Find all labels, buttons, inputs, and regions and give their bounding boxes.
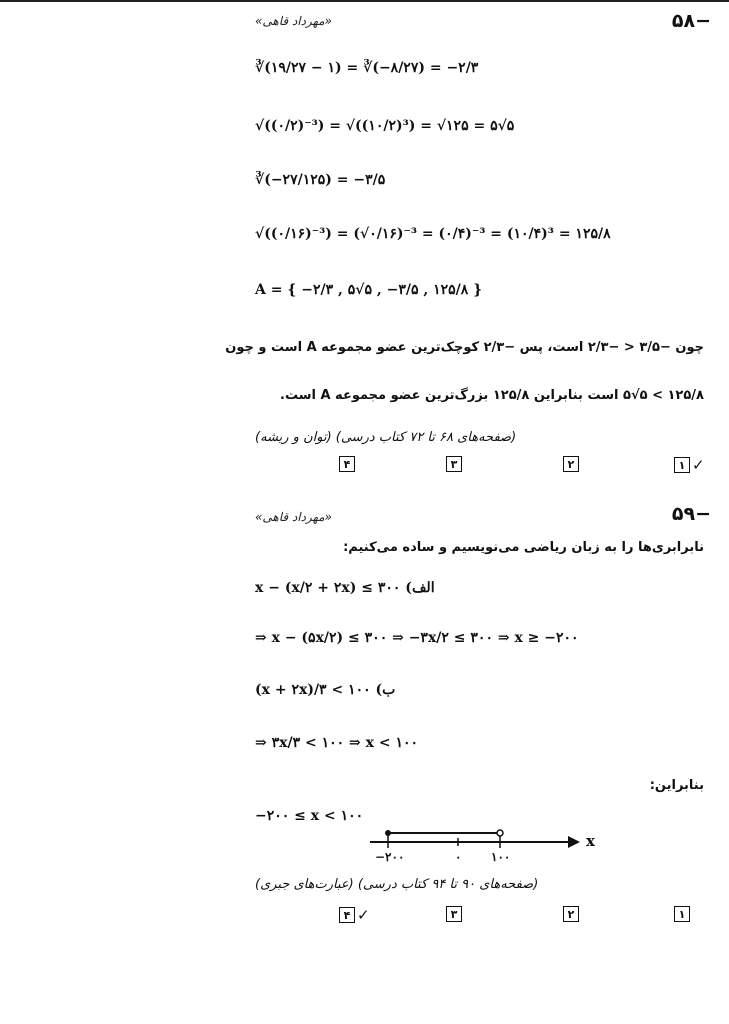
number-line	[370, 828, 600, 872]
option-box: ۴	[339, 907, 355, 923]
q59-line-2: ⇒ x − (۵x/۲) ≤ ۳۰۰ ⇒ −۳x/۲ ≤ ۳۰۰ ⇒ x ≥ −۲۰۰	[255, 630, 579, 646]
option-box: ۱	[674, 457, 690, 473]
option-box: ۱	[674, 906, 690, 922]
q58-option-4[interactable]	[339, 456, 355, 472]
q59-line-3: (x + ۲x)/۳ < ۱۰۰ (ب	[255, 682, 396, 698]
q59-option-1[interactable]	[674, 906, 690, 922]
q58-option-1[interactable]	[674, 456, 705, 474]
check-icon: ✓	[692, 456, 705, 474]
option-box: ۴	[339, 456, 355, 472]
top-rule	[0, 0, 729, 2]
q59-option-4[interactable]	[339, 906, 370, 924]
tick-label-100: ۱۰۰	[491, 850, 511, 864]
q58-source: (صفحه‌های ۶۸ تا ۷۲ کتاب درسی) (توان و ریشه)	[255, 430, 517, 445]
q58-option-2[interactable]	[563, 456, 579, 472]
q58-line-2: √((۰/۲)⁻³) = √((۱۰/۲)³) = √۱۲۵ = ۵√۵	[255, 118, 515, 134]
q58-explanation-2: ۱۲۵/۸ > ۵√۵ است بنابراین ۱۲۵/۸ بزرگ‌ترین عضو مجموعه A است.	[280, 388, 704, 403]
tick-label-minus-200: −۲۰۰	[375, 850, 405, 864]
q58-explanation-1: چون −۳/۵ < −۲/۳ است، پس −۲/۳ کوچک‌ترین عضو مجموعه A است و چون	[225, 340, 704, 355]
q59-option-3[interactable]	[446, 906, 462, 922]
axis-label-x: x	[586, 832, 595, 850]
q58-set-A: A = { −۲/۳ , ۵√۵ , −۳/۵ , ۱۲۵/۸ }	[255, 282, 483, 298]
tick-label-zero: ۰	[455, 850, 462, 864]
q59-line-4: ⇒ ۳x/۳ < ۱۰۰ ⇒ x < ۱۰۰	[255, 735, 419, 751]
axis-arrow-icon	[568, 836, 580, 848]
q59-option-2[interactable]	[563, 906, 579, 922]
question-59-author: «مهرداد قاهی»	[255, 510, 332, 524]
q59-source: (صفحه‌های ۹۰ تا ۹۴ کتاب درسی) (عبارت‌های جبری)	[255, 877, 539, 892]
q59-line-1: x − (x/۲ + ۲x) ≤ ۳۰۰ (الف	[255, 580, 435, 596]
q59-therefore: بنابراین:	[649, 778, 704, 793]
question-59-number: −۵۹	[671, 503, 711, 525]
q59-result: −۲۰۰ ≤ x < ۱۰۰	[255, 808, 364, 824]
option-box: ۳	[446, 906, 462, 922]
closed-endpoint	[385, 830, 391, 836]
option-box: ۲	[563, 456, 579, 472]
q58-option-3[interactable]	[446, 456, 462, 472]
option-box: ۲	[563, 906, 579, 922]
question-58-author: «مهرداد قاهی»	[255, 14, 332, 28]
open-endpoint	[497, 830, 503, 836]
option-box: ۳	[446, 456, 462, 472]
q58-line-4: √((۰/۱۶)⁻³) = (√۰/۱۶)⁻³ = (۰/۴)⁻³ = (۱۰/۴)³ = ۱۲۵/۸	[255, 226, 611, 242]
check-icon: ✓	[357, 906, 370, 924]
q58-line-1: ∛(۱۹/۲۷ − ۱) = ∛(−۸/۲۷) = −۲/۳	[255, 60, 479, 76]
number-line-graphic	[370, 828, 600, 868]
q58-line-3: ∛(−۲۷/۱۲۵) = −۳/۵	[255, 172, 386, 188]
question-58-number: −۵۸	[671, 10, 711, 32]
q59-intro: نابرابری‌ها را به زبان ریاضی می‌نویسیم و ساده می‌کنیم:	[343, 540, 704, 555]
